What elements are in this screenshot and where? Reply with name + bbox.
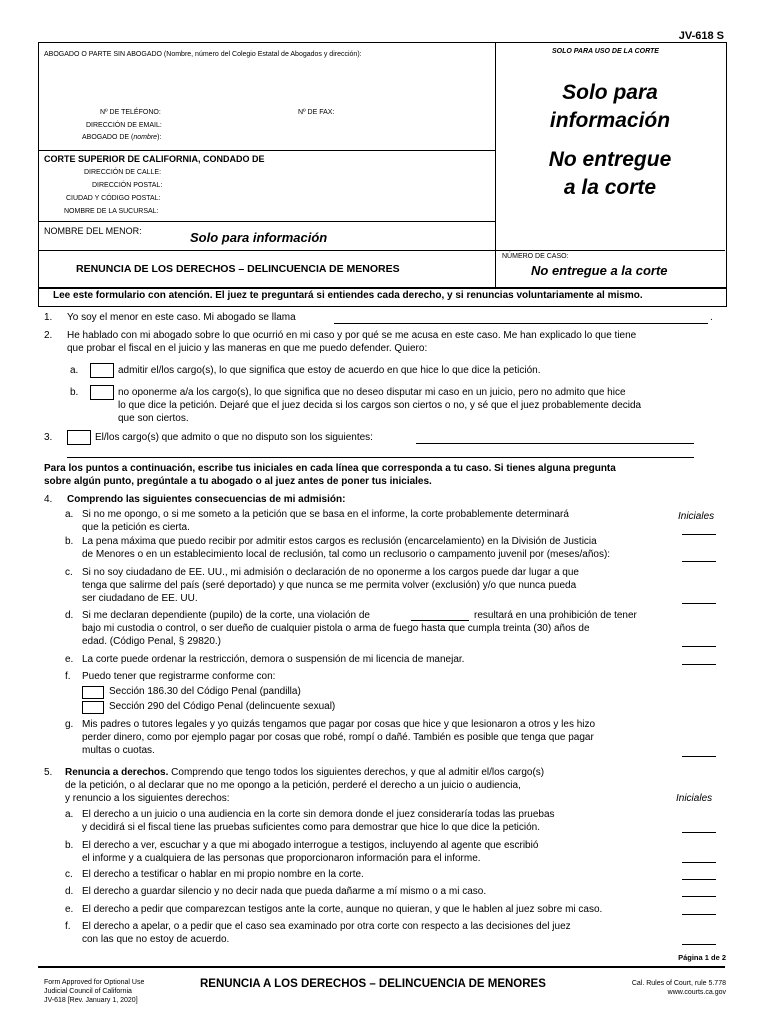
item-5f-label: f. bbox=[65, 921, 71, 932]
court-use-label: SOLO PARA USO DE LA CORTE bbox=[552, 48, 659, 55]
footer-title: RENUNCIA A LOS DERECHOS – DELINCUENCIA DE MENORES bbox=[200, 978, 546, 990]
watermark-no-court: No entregue a la corte bbox=[548, 148, 672, 199]
item-4a-line2: que la petición es cierta. bbox=[82, 522, 190, 533]
item-4b-label: b. bbox=[65, 536, 74, 547]
gang-registration-checkbox[interactable] bbox=[82, 686, 104, 699]
item-4e-text: La corte puede ordenar la restricción, demora o suspensión de mi licencia de manejar. bbox=[82, 654, 465, 665]
item-5c-text: El derecho a testificar o hablar en mi propio nombre en la corte. bbox=[82, 869, 364, 880]
instructions: Lee este formulario con atención. El juez te preguntará si entiendes cada derecho, y si renuncias voluntariamente al mismo. bbox=[53, 290, 643, 301]
attorney-name-line[interactable] bbox=[334, 323, 708, 324]
item-4c-line1: Si no soy ciudadano de EE. UU., mi admisión o declaración de no oponerme a los cargos puede dar lugar a que bbox=[82, 567, 579, 578]
item-5d-label: d. bbox=[65, 886, 74, 897]
item-5-line2: de la petición, o al declarar que no me opongo a la petición, perderé el derecho a un juicio o audiencia, bbox=[65, 780, 521, 791]
item-4c-line2: tenga que salirme del país (seré deportado) y que nunca se me permita volver (exclusión) y/o que nunca pueda bbox=[82, 580, 577, 591]
item-4f-option1: Sección 186.30 del Código Penal (pandilla) bbox=[109, 686, 301, 697]
email-label: DIRECCIÓN DE EMAIL: bbox=[86, 122, 162, 129]
item-4c-label: c. bbox=[65, 567, 73, 578]
item-2a-label: a. bbox=[70, 365, 79, 376]
initials-5f[interactable] bbox=[682, 944, 716, 945]
item-4d-label: d. bbox=[65, 610, 74, 621]
item-5b-line1: El derecho a ver, escuchar y a que mi abogado interrogue a testigos, incluyendo al agente que escribió bbox=[82, 840, 539, 851]
item-1-number: 1. bbox=[44, 312, 53, 323]
item-4d-line1a: Si me declaran dependiente (pupilo) de la corte, una violación de bbox=[82, 610, 370, 621]
attorney-for-label: ABOGADO DE (nombre): bbox=[82, 134, 162, 141]
item-2b-line2: lo que dice la petición. Dejaré que el juez decida si los cargos son ciertos o no, y sé que el juez probablemente decida bbox=[118, 400, 642, 411]
item-4-number: 4. bbox=[44, 494, 53, 505]
sex-offender-registration-checkbox[interactable] bbox=[82, 701, 104, 714]
case-number-label: NÚMERO DE CASO: bbox=[502, 253, 569, 260]
item-4d-line1b: resultará en una prohibición de tener bbox=[474, 610, 637, 621]
item-5a-label: a. bbox=[65, 809, 74, 820]
street-label: DIRECCIÓN DE CALLE: bbox=[84, 169, 162, 176]
item-4g-line1: Mis padres o tutores legales y yo quizás tengamos que pagar por cosas que hice y que lesionaron a otros y les hizo bbox=[82, 719, 596, 730]
item-5c-label: c. bbox=[65, 869, 73, 880]
item-2-line2: que probar el fiscal en el juicio y las maneras en que me puedo defender. Quiero: bbox=[67, 343, 428, 354]
city-label: CIUDAD Y CÓDIGO POSTAL: bbox=[66, 195, 161, 202]
item-5b-label: b. bbox=[65, 840, 74, 851]
item-4f-option2: Sección 290 del Código Penal (delincuente sexual) bbox=[109, 701, 336, 712]
item-4c-line3: ser ciudadano de EE. UU. bbox=[82, 593, 198, 604]
item-5b-line2: el informe y a cualquiera de las personas que proporcionaron información para el informe. bbox=[82, 853, 481, 864]
item-4e-label: e. bbox=[65, 654, 74, 665]
initials-5b[interactable] bbox=[682, 862, 716, 863]
item-4b-line1: La pena máxima que puedo recibir por admitir estos cargos es reclusión (encarcelamiento) en la División de Justicia bbox=[82, 536, 597, 547]
item-5f-line1: El derecho a apelar, o a pedir que el caso sea examinado por otra corte con respecto a las decisiones del juez bbox=[82, 921, 571, 932]
footer-right: Cal. Rules of Court, rule 5.778 www.courts.ca.gov bbox=[631, 980, 726, 996]
item-3-text: El/los cargo(s) que admito o que no disputo son los siguientes: bbox=[95, 432, 373, 443]
mailing-label: DIRECCIÓN POSTAL: bbox=[92, 182, 163, 189]
admit-checkbox[interactable] bbox=[90, 363, 114, 378]
item-5-number: 5. bbox=[44, 767, 53, 778]
court-name: CORTE SUPERIOR DE CALIFORNIA, CONDADO DE bbox=[44, 154, 265, 164]
item-4g-line3: multas o cuotas. bbox=[82, 745, 155, 756]
watermark-info: Solo para información bbox=[549, 81, 671, 132]
item-2b-line3: que son ciertos. bbox=[118, 413, 189, 424]
initials-4d[interactable] bbox=[682, 646, 716, 647]
item-2b-line1: no oponerme a/a los cargo(s), lo que significa que no deseo disputar mi caso en un juicio, pero no admito que hice bbox=[118, 387, 626, 398]
charges-checkbox[interactable] bbox=[67, 430, 91, 445]
item-5-line3: y renuncio a los siguientes derechos: bbox=[65, 793, 230, 804]
item-1-text: Yo soy el menor en este caso. Mi abogado se llama bbox=[67, 312, 296, 323]
item-3-number: 3. bbox=[44, 432, 53, 443]
violation-line[interactable] bbox=[411, 620, 469, 621]
item-2a-text: admitir el/los cargo(s), lo que significa que estoy de acuerdo en que hice lo que dice la petición. bbox=[118, 365, 541, 376]
item-5a-line1: El derecho a un juicio o una audiencia en la corte sin demora donde el juez consideraría todas las pruebas bbox=[82, 809, 555, 820]
charges-line-1[interactable] bbox=[416, 443, 694, 444]
item-5e-label: e. bbox=[65, 904, 74, 915]
initials-4g[interactable] bbox=[682, 756, 716, 757]
item-5-line1: Renuncia a derechos. Comprendo que tengo todos los siguientes derechos, y que al admitir el/los cargo(s) bbox=[65, 767, 545, 778]
initials-4e[interactable] bbox=[682, 664, 716, 665]
page-number: Página 1 de 2 bbox=[678, 953, 726, 962]
item-5a-line2: y decidirá si el fiscal tiene las pruebas suficientes como para demostrar que hice lo que dice la petición. bbox=[82, 822, 541, 833]
phone-label: Nº DE TELÉFONO: bbox=[100, 109, 161, 116]
footer-left: Form Approved for Optional Use Judicial Council of California JV-618 [Rev. January 1, 2020] bbox=[44, 979, 145, 1004]
initials-5c[interactable] bbox=[682, 879, 716, 880]
item-4a-label: a. bbox=[65, 509, 74, 520]
item-4b-line2: de Menores o en un establecimiento local de reclusión, tal como un reclusorio o campamento juvenil por (meses/años): bbox=[82, 549, 611, 560]
item-4g-label: g. bbox=[65, 719, 74, 730]
item-1-period: . bbox=[710, 312, 713, 323]
form-title: RENUNCIA DE LOS DERECHOS – DELINCUENCIA DE MENORES bbox=[76, 263, 400, 275]
minor-label: NOMBRE DEL MENOR: bbox=[44, 226, 142, 236]
note-line1: Para los puntos a continuación, escribe tus iniciales en cada línea que corresponda a tu caso. Si tienes alguna pregunta bbox=[44, 463, 616, 474]
initials-4a[interactable] bbox=[682, 534, 716, 535]
item-4d-line3: edad. (Código Penal, § 29820.) bbox=[82, 636, 221, 647]
no-contest-checkbox[interactable] bbox=[90, 385, 114, 400]
charges-line-2[interactable] bbox=[67, 457, 694, 458]
attorney-label: ABOGADO O PARTE SIN ABOGADO (Nombre, número del Colegio Estatal de Abogados y dirección): bbox=[44, 51, 362, 58]
item-4-heading: Comprendo las siguientes consecuencias de mi admisión: bbox=[67, 494, 346, 505]
item-4g-line2: perder dinero, como por ejemplo pagar por cosas que robé, rompí o dañé. También es posible que tenga que pagar bbox=[82, 732, 594, 743]
item-5e-text: El derecho a pedir que comparezcan testigos ante la corte, aunque no quieran, y que le hablen al juez sobre mi caso. bbox=[82, 904, 603, 915]
case-number-field[interactable]: No entregue a la corte bbox=[531, 263, 668, 278]
item-2-line1: He hablado con mi abogado sobre lo que ocurrió en mi caso y por qué se me acusa en este caso. Me han explicado lo que tiene bbox=[67, 330, 637, 341]
note-line2: sobre algún punto, pregúntale a tu abogado o al juez antes de poner tus iniciales. bbox=[44, 476, 432, 487]
item-2-number: 2. bbox=[44, 330, 53, 341]
form-id: JV-618 S bbox=[678, 30, 724, 42]
item-2b-label: b. bbox=[70, 387, 79, 398]
fax-label: Nº DE FAX: bbox=[298, 109, 335, 116]
initials-5d[interactable] bbox=[682, 896, 716, 897]
item-4f-text: Puedo tener que registrarme conforme con: bbox=[82, 671, 276, 682]
initials-4b[interactable] bbox=[682, 561, 716, 562]
item-4a-line1: Si no me opongo, o si me someto a la petición que se basa en el informe, la corte probablemente determinará bbox=[82, 509, 569, 520]
item-5f-line2: con las que no estoy de acuerdo. bbox=[82, 934, 230, 945]
initials-4c[interactable] bbox=[682, 603, 716, 604]
item-5-initials-label: Iniciales bbox=[676, 793, 713, 804]
item-4d-line2: bajo mi custodia o control, o ser dueño de cualquier pistola o arma de fuego hasta que cumpla treinta (30) años de bbox=[82, 623, 590, 634]
initials-5e[interactable] bbox=[682, 914, 716, 915]
minor-name-field[interactable]: Solo para información bbox=[190, 230, 328, 245]
item-4-initials-label: Iniciales bbox=[678, 511, 715, 522]
item-5d-text: El derecho a guardar silencio y no decir nada que pueda dañarme a mí mismo o a mi caso. bbox=[82, 886, 487, 897]
branch-label: NOMBRE DE LA SUCURSAL: bbox=[64, 208, 159, 215]
initials-5a[interactable] bbox=[682, 832, 716, 833]
item-4f-label: f. bbox=[65, 671, 71, 682]
